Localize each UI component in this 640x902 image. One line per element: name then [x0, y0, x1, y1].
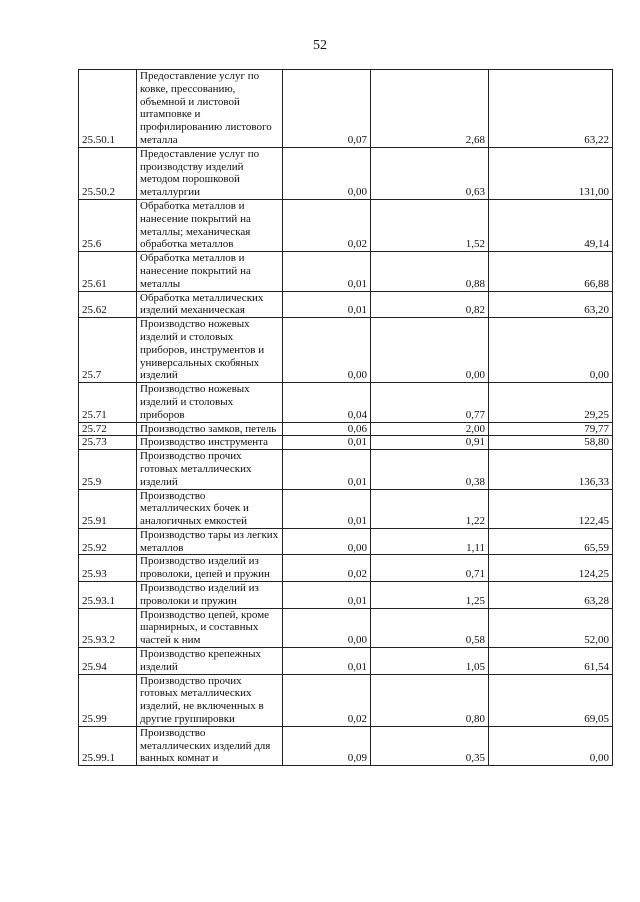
- table-row: [79, 608, 613, 647]
- row-name: Производство металлических бочек и аналогичных емкостей: [137, 489, 283, 528]
- row-value-1: 0,00: [283, 608, 371, 647]
- row-value-3: 29,25: [489, 383, 613, 422]
- row-value-2: 0,71: [371, 555, 489, 582]
- table-row: [79, 199, 613, 251]
- row-value-2: 2,68: [371, 70, 489, 148]
- row-value-2: 0,88: [371, 252, 489, 291]
- table-row: [79, 147, 613, 199]
- row-value-3: 122,45: [489, 489, 613, 528]
- table-row: [79, 582, 613, 609]
- table-row: [79, 70, 613, 148]
- row-value-3: 65,59: [489, 528, 613, 555]
- row-name: Производство тары из легких металлов: [137, 528, 283, 555]
- row-code: 25.91: [79, 489, 137, 528]
- row-code: 25.71: [79, 383, 137, 422]
- table-row: [79, 489, 613, 528]
- row-value-2: 1,05: [371, 648, 489, 675]
- row-code: 25.93.1: [79, 582, 137, 609]
- table-row: [79, 422, 613, 436]
- row-value-1: 0,01: [283, 291, 371, 318]
- row-name: Производство металлических изделий для ванных комнат и: [137, 726, 283, 765]
- row-value-3: 52,00: [489, 608, 613, 647]
- table-row: [79, 648, 613, 675]
- row-value-2: 0,77: [371, 383, 489, 422]
- row-value-1: 0,02: [283, 674, 371, 726]
- row-code: 25.7: [79, 318, 137, 383]
- row-value-3: 131,00: [489, 147, 613, 199]
- row-value-2: 1,25: [371, 582, 489, 609]
- row-value-3: 63,20: [489, 291, 613, 318]
- table-row: [79, 436, 613, 450]
- row-value-2: 0,63: [371, 147, 489, 199]
- table-row: [79, 555, 613, 582]
- row-value-2: 0,00: [371, 318, 489, 383]
- row-code: 25.9: [79, 450, 137, 489]
- row-value-2: 1,22: [371, 489, 489, 528]
- row-value-1: 0,00: [283, 318, 371, 383]
- row-value-3: 63,22: [489, 70, 613, 148]
- data-table: [78, 69, 613, 766]
- table-row: [79, 383, 613, 422]
- row-name: Обработка металлов и нанесение покрытий на металлы: [137, 252, 283, 291]
- row-code: 25.50.1: [79, 70, 137, 148]
- row-value-1: 0,02: [283, 199, 371, 251]
- page-number: 52: [313, 38, 327, 53]
- row-name: Производство изделий из проволоки и пружин: [137, 582, 283, 609]
- row-name: Производство ножевых изделий и столовых приборов, инструментов и универсальных скобяных изделий: [137, 318, 283, 383]
- row-code: 25.62: [79, 291, 137, 318]
- row-value-2: 0,35: [371, 726, 489, 765]
- row-name: Обработка металлов и нанесение покрытий на металлы; механическая обработка металлов: [137, 199, 283, 251]
- table-row: [79, 528, 613, 555]
- row-name: Предоставление услуг по ковке, прессованию, объемной и листовой штамповке и профилированию листового металла: [137, 70, 283, 148]
- row-value-1: 0,02: [283, 555, 371, 582]
- row-value-1: 0,01: [283, 252, 371, 291]
- row-value-3: 61,54: [489, 648, 613, 675]
- row-name: Производство цепей, кроме шарнирных, и составных частей к ним: [137, 608, 283, 647]
- row-code: 25.73: [79, 436, 137, 450]
- table-body: [79, 70, 613, 766]
- row-code: 25.93: [79, 555, 137, 582]
- row-code: 25.61: [79, 252, 137, 291]
- row-value-2: 2,00: [371, 422, 489, 436]
- row-code: 25.93.2: [79, 608, 137, 647]
- table-row: [79, 674, 613, 726]
- row-name: Производство инструмента: [137, 436, 283, 450]
- row-code: 25.94: [79, 648, 137, 675]
- row-value-2: 0,80: [371, 674, 489, 726]
- table-row: [79, 450, 613, 489]
- row-name: Обработка металлических изделий механическая: [137, 291, 283, 318]
- row-value-1: 0,01: [283, 450, 371, 489]
- row-value-1: 0,00: [283, 147, 371, 199]
- row-name: Производство замков, петель: [137, 422, 283, 436]
- table-row: [79, 291, 613, 318]
- row-value-1: 0,00: [283, 528, 371, 555]
- row-code: 25.72: [79, 422, 137, 436]
- row-value-1: 0,09: [283, 726, 371, 765]
- row-value-3: 124,25: [489, 555, 613, 582]
- row-value-1: 0,01: [283, 489, 371, 528]
- row-code: 25.99: [79, 674, 137, 726]
- row-value-1: 0,06: [283, 422, 371, 436]
- row-value-3: 0,00: [489, 318, 613, 383]
- table-row: [79, 252, 613, 291]
- row-value-1: 0,01: [283, 436, 371, 450]
- row-code: 25.99.1: [79, 726, 137, 765]
- row-value-2: 1,11: [371, 528, 489, 555]
- row-value-3: 69,05: [489, 674, 613, 726]
- row-name: Производство прочих готовых металлических изделий: [137, 450, 283, 489]
- row-value-2: 1,52: [371, 199, 489, 251]
- row-name: Производство прочих готовых металлических изделий, не включенных в другие группировки: [137, 674, 283, 726]
- row-name: Производство изделий из проволоки, цепей и пружин: [137, 555, 283, 582]
- row-value-3: 63,28: [489, 582, 613, 609]
- row-value-3: 79,77: [489, 422, 613, 436]
- row-code: 25.6: [79, 199, 137, 251]
- row-value-1: 0,01: [283, 582, 371, 609]
- row-value-3: 66,88: [489, 252, 613, 291]
- row-value-1: 0,04: [283, 383, 371, 422]
- row-name: Предоставление услуг по производству изделий методом порошковой металлургии: [137, 147, 283, 199]
- table-row: [79, 318, 613, 383]
- row-value-3: 49,14: [489, 199, 613, 251]
- row-value-3: 0,00: [489, 726, 613, 765]
- row-value-2: 0,58: [371, 608, 489, 647]
- row-value-1: 0,07: [283, 70, 371, 148]
- row-value-2: 0,91: [371, 436, 489, 450]
- row-value-2: 0,38: [371, 450, 489, 489]
- row-code: 25.50.2: [79, 147, 137, 199]
- row-value-3: 58,80: [489, 436, 613, 450]
- row-code: 25.92: [79, 528, 137, 555]
- table-row: [79, 726, 613, 765]
- row-value-3: 136,33: [489, 450, 613, 489]
- row-value-2: 0,82: [371, 291, 489, 318]
- row-value-1: 0,01: [283, 648, 371, 675]
- row-name: Производство крепежных изделий: [137, 648, 283, 675]
- row-name: Производство ножевых изделий и столовых приборов: [137, 383, 283, 422]
